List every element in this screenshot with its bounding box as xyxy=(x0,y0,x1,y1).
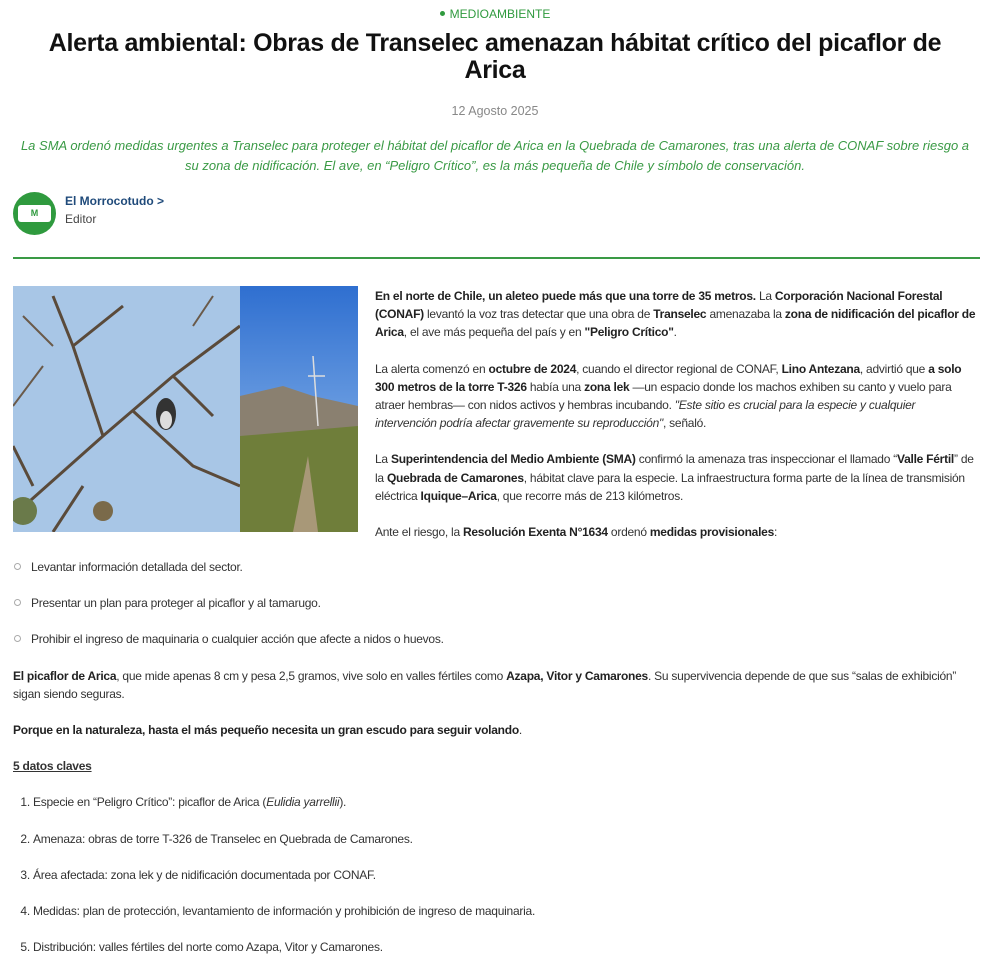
publish-date: 12 Agosto 2025 xyxy=(451,104,539,118)
bold-text: Lino Antezana xyxy=(781,361,860,376)
text: , el ave más pequeña del país y en xyxy=(403,325,585,340)
category-dot-icon xyxy=(440,11,445,16)
author-role: Editor xyxy=(65,212,97,226)
text: Ante el riesgo, la xyxy=(375,525,463,540)
bold-text: Valle Fértil xyxy=(896,452,955,467)
text: —un espacio donde los machos exhiben su canto y vuelo para atraer hembras— con nidos activos y hembras incubando. xyxy=(375,379,952,413)
text: confirmó la amenaza tras inspeccionar el llamado “ xyxy=(635,452,897,467)
author-logo: M xyxy=(18,205,51,222)
italic-text: "Este sitio es crucial para la especie y cualquier intervención podría afectar gravemente su reproducción" xyxy=(375,398,916,431)
text: . xyxy=(518,723,522,738)
bold-text: Azapa, Vitor y Camarones xyxy=(506,668,648,683)
paragraph xyxy=(375,450,980,505)
paragraph xyxy=(13,667,980,703)
bold-text: octubre de 2024 xyxy=(488,361,577,376)
text: : xyxy=(774,525,778,540)
author-name-link[interactable]: El Morrocotudo > xyxy=(65,194,164,208)
category-label[interactable]: MEDIOAMBIENTE xyxy=(0,7,990,21)
divider xyxy=(13,257,980,259)
text: , cuando el director regional de CONAF, xyxy=(576,361,782,376)
key-facts-list xyxy=(13,793,980,956)
text: Medidas: plan de protección, levantamiento de información y prohibición de ingreso de maquinaria. xyxy=(33,904,536,919)
text: . xyxy=(673,325,677,340)
text: había una xyxy=(526,379,585,394)
bold-text: "Peligro Crítico" xyxy=(584,325,674,340)
text: La xyxy=(375,452,391,467)
list-item: Levantar información detallada del sector. xyxy=(13,558,980,576)
text: . Su supervivencia depende de que sus “salas de exhibición” sigan siendo seguras. xyxy=(13,668,957,701)
paragraph xyxy=(375,523,980,541)
bold-text: zona lek xyxy=(584,379,630,394)
text: , señaló. xyxy=(663,416,707,431)
paragraph xyxy=(13,721,980,739)
bold-text: Porque en la naturaleza, hasta el más pequeño necesita un gran escudo para seguir volando xyxy=(13,723,519,738)
key-fact-item xyxy=(33,902,980,920)
list-item: Presentar un plan para proteger al picaflor y al tamarugo. xyxy=(13,594,980,612)
author-block xyxy=(13,192,164,235)
key-facts-heading: 5 datos claves xyxy=(13,759,92,774)
bold-text: En el norte de Chile, un aleteo puede más que una torre de 35 metros. xyxy=(375,289,756,303)
list-item: Prohibir el ingreso de maquinaria o cualquier acción que afecte a nidos o huevos. xyxy=(13,630,980,648)
measures-list xyxy=(13,558,980,649)
text: Amenaza: obras de torre T-326 de Transelec en Quebrada de Camarones. xyxy=(33,831,413,846)
text: Especie en “Peligro Crítico”: picaflor de Arica ( xyxy=(33,795,267,810)
italic-text: Eulidia yarrellii xyxy=(266,795,340,810)
article-body xyxy=(13,558,980,974)
key-fact-item xyxy=(33,793,980,811)
text: , advirtió que xyxy=(859,361,929,376)
text: Distribución: valles fértiles del norte como Azapa, Vitor y Camarones. xyxy=(33,940,383,955)
text: ordenó xyxy=(607,525,650,540)
text: La xyxy=(755,289,775,303)
paragraph xyxy=(375,360,980,433)
text: , hábitat clave para la especie. La infraestructura forma parte de la línea de transmisión eléctrica xyxy=(375,470,965,503)
text: levantó la voz tras detectar que una obra de xyxy=(423,307,654,322)
author-avatar[interactable] xyxy=(13,192,56,235)
text: Área afectada: zona lek y de nidificación documentada por CONAF. xyxy=(33,867,376,882)
text: ). xyxy=(339,795,347,810)
key-fact-item xyxy=(33,866,980,884)
key-fact-item xyxy=(33,830,980,848)
bold-text: Corporación Nacional Forestal (CONAF) xyxy=(375,289,943,322)
text: amenazaba la xyxy=(706,307,785,322)
bold-text: Quebrada de Camarones xyxy=(386,470,524,485)
text: ” de la xyxy=(375,452,974,485)
article-body-side xyxy=(375,287,980,559)
text: La alerta comenzó en xyxy=(375,361,489,376)
paragraph xyxy=(375,287,980,342)
text: , que mide apenas 8 cm y pesa 2,5 gramos, vive solo en valles fértiles como xyxy=(116,668,507,683)
bold-text: medidas provisionales xyxy=(649,525,775,540)
article-title: Alerta ambiental: Obras de Transelec amenazan hábitat crítico del picaflor de Arica xyxy=(48,29,942,84)
article-lead: La SMA ordenó medidas urgentes a Transelec para proteger el hábitat del picaflor de Arica en la Quebrada de Camarones, tras una alerta de CONAF sobre riesgo a su zona de nidificación. El ave, en “Peligro Crítico”, es la más pequeña de Chile y símbolo de conservación. xyxy=(20,138,970,173)
bold-text: Transelec xyxy=(653,307,707,322)
bold-text: Iquique–Arica xyxy=(420,488,497,503)
text: , que recorre más de 213 kilómetros. xyxy=(496,488,684,503)
article-image xyxy=(13,286,358,532)
bold-text: El picaflor de Arica xyxy=(13,668,117,683)
key-fact-item xyxy=(33,938,980,956)
bold-text: zona de nidificación del picaflor de Arica xyxy=(375,307,976,340)
bold-text: a solo 300 metros de la torre T-326 xyxy=(375,361,962,394)
bold-text: Resolución Exenta N°1634 xyxy=(462,525,608,540)
bold-text: Superintendencia del Medio Ambiente (SMA) xyxy=(390,452,636,467)
